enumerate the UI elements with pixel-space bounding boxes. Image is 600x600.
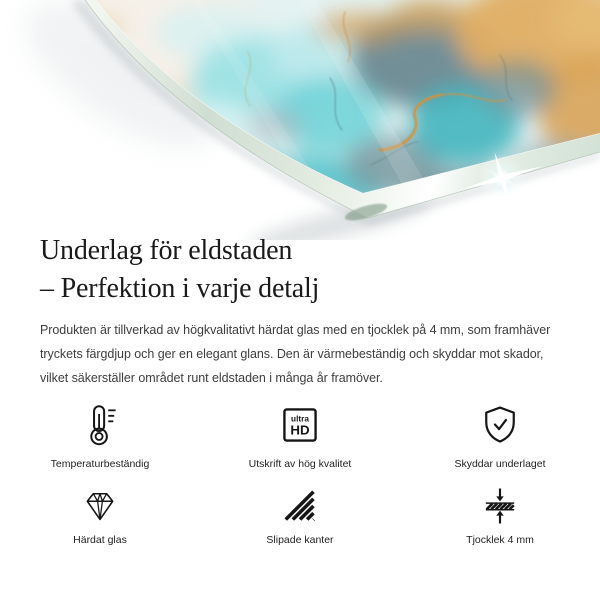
description-line: Produkten är tillverkad av högkvalitativt härdat glas med en tjocklek på 4 mm, som framhäver xyxy=(40,323,551,337)
ultra-hd-icon xyxy=(278,402,322,448)
shield-check-icon xyxy=(478,402,522,448)
thickness-icon xyxy=(480,488,520,524)
page-title xyxy=(40,232,319,308)
description-line: vilket säkerställer området runt eldstaden i många år framöver. xyxy=(40,371,383,385)
product-description xyxy=(40,318,580,390)
feature-print-quality xyxy=(200,402,400,470)
feature-thickness xyxy=(400,488,600,546)
feature-label: Utskrift av hög kvalitet xyxy=(248,458,352,470)
diamond-icon xyxy=(81,488,119,524)
feature-label: Härdat glas xyxy=(73,534,127,546)
feature-grid xyxy=(0,402,600,546)
glass-panel-image xyxy=(0,0,600,240)
feature-label: Temperaturbeständig xyxy=(50,458,150,470)
page-title-line2: – Perfektion i varje detalj xyxy=(40,273,320,304)
ultra-hd-icon-text-bottom: HD xyxy=(290,422,310,438)
feature-label: Slipade kanter xyxy=(266,534,334,546)
product-photo xyxy=(0,0,600,240)
thermometer-icon xyxy=(78,402,122,448)
feature-polished-edges xyxy=(200,488,400,546)
feature-protects-surface xyxy=(400,402,600,470)
feature-label: Tjocklek 4 mm xyxy=(466,534,534,546)
description-line: tryckets färgdjup och ger en elegant glans. Den är värmebeständig och skyddar mot skador, xyxy=(40,347,544,361)
ultra-hd-icon-text-top: ultra xyxy=(291,414,309,424)
beveled-edges-icon xyxy=(281,488,319,524)
page-title-line1: Underlag för eldstaden xyxy=(40,235,293,266)
feature-temperature-resistant xyxy=(0,402,200,470)
feature-tempered-glass xyxy=(0,488,200,546)
feature-label: Skyddar underlaget xyxy=(454,458,546,470)
